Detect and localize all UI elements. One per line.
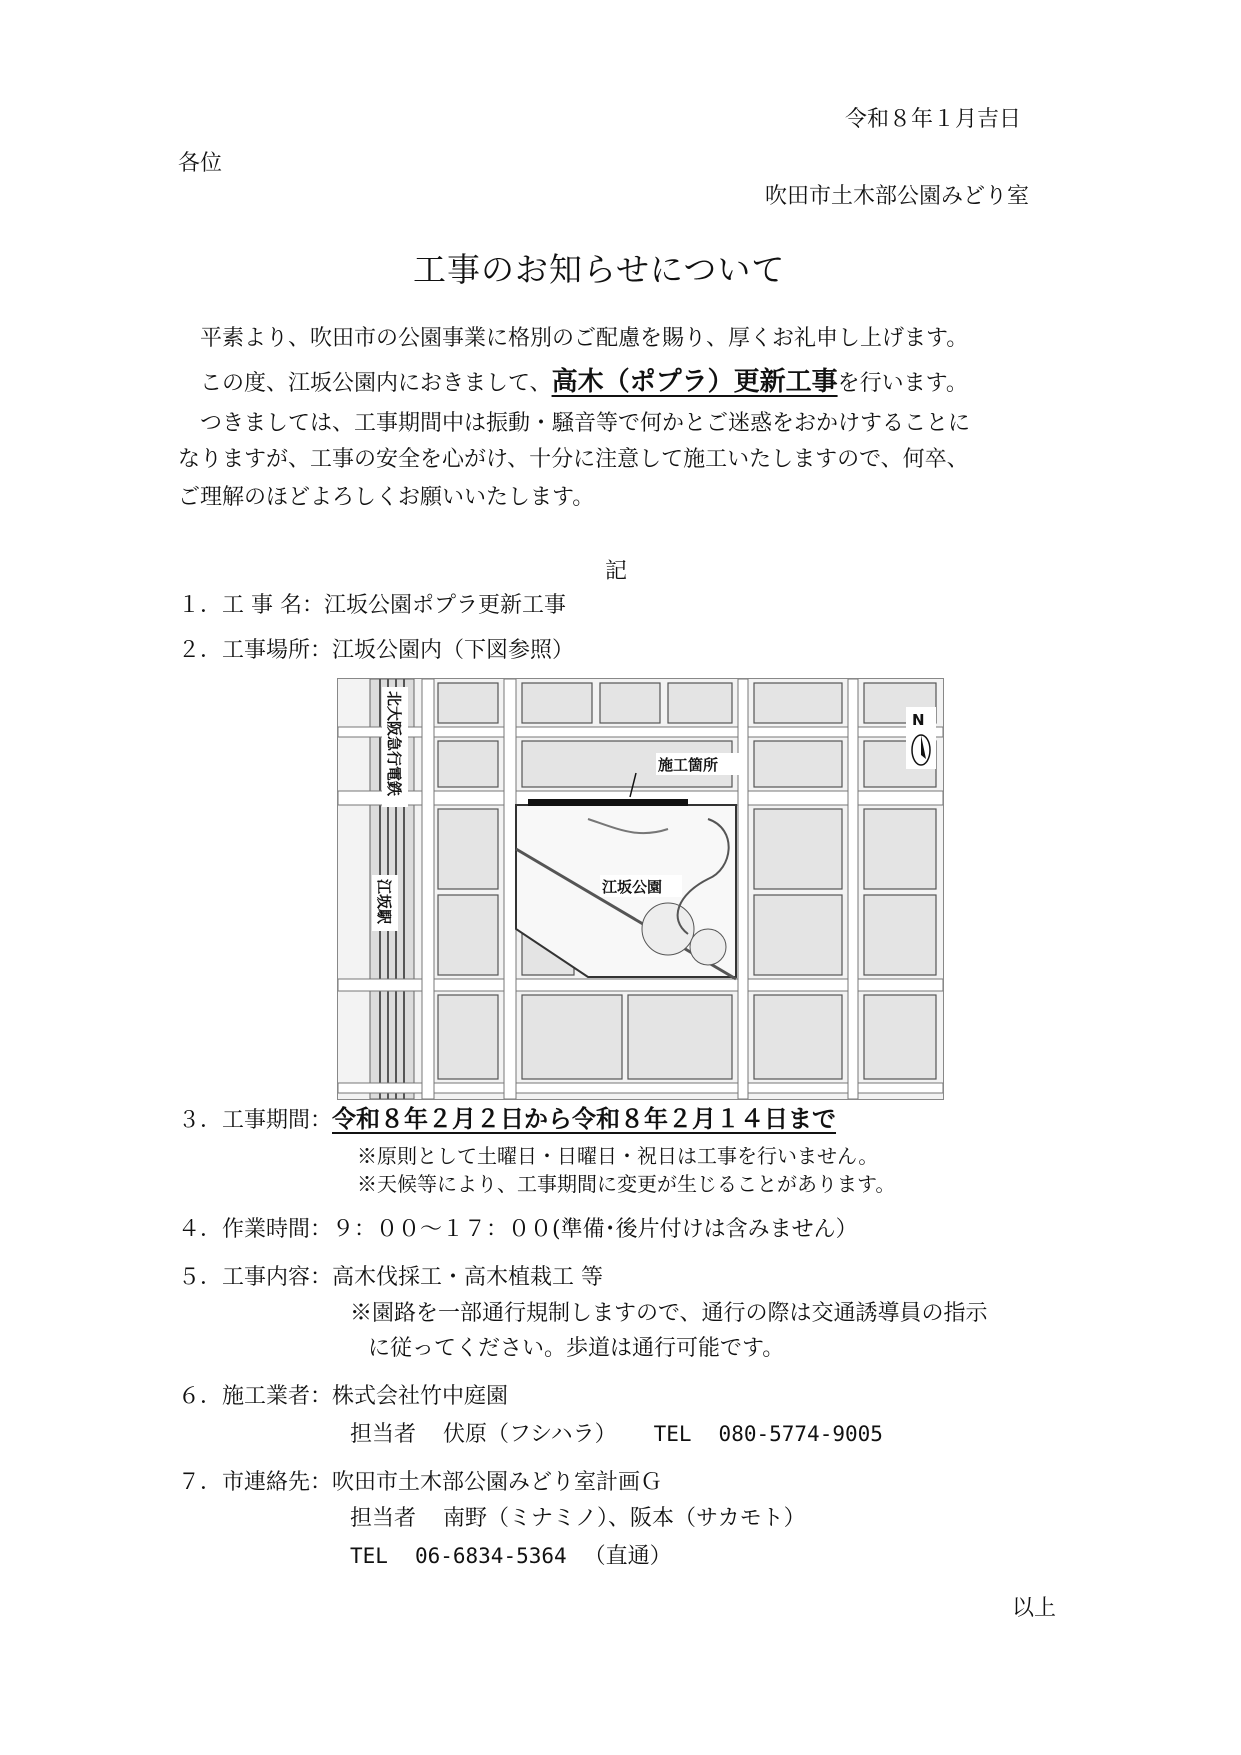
- item-2-value: 江坂公園内（下図参照）: [332, 638, 575, 663]
- item-2: [178, 637, 574, 665]
- item-6-tel-label: TEL: [653, 1422, 692, 1446]
- body-paragraph-1: 平素より、吹田市の公園事業に格別のご配慮を賜り、厚くお礼申し上げます。: [200, 326, 969, 351]
- item-7-tel: 06-6834-5364: [414, 1544, 567, 1568]
- sender: 吹田市土木部公園みどり室: [765, 184, 1030, 209]
- item-5: [178, 1264, 603, 1292]
- item-3: [178, 1105, 836, 1135]
- notice-date: 令和８年１月吉日: [845, 107, 1022, 132]
- construction-site-bar: [528, 799, 688, 806]
- item-7-value: 吹田市土木部公園みどり室計画Ｇ: [332, 1470, 663, 1495]
- recipient: 各位: [178, 151, 223, 176]
- body-paragraph-3-line3: ご理解のほどよろしくお願いいたします。: [178, 485, 595, 510]
- item-1-value: 江坂公園ポプラ更新工事: [324, 593, 567, 618]
- item-5-note-line1: ※園路を一部通行規制しますので、通行の際は交通誘導員の指示: [350, 1301, 988, 1326]
- item-6-contact: [350, 1420, 883, 1449]
- railway-label: 北大阪急行電鉄: [385, 691, 403, 797]
- station-label-group: [372, 875, 398, 931]
- p2-pre: この度、江坂公園内におきまして、: [200, 371, 552, 396]
- item-6-contact-name: 伏原（フシハラ）: [443, 1422, 617, 1447]
- site-label: 施工箇所: [658, 756, 719, 774]
- item-1-label: １．工 事 名：: [178, 593, 324, 618]
- item-6: [178, 1383, 508, 1411]
- item-6-contact-label: 担当者: [350, 1422, 417, 1447]
- item-4-label: ４．作業時間：: [178, 1217, 333, 1242]
- north-arrow-icon: [906, 707, 936, 769]
- item-2-label: ２．工事場所：: [178, 638, 333, 663]
- item-7-tel-label: TEL: [350, 1544, 388, 1568]
- item-4-value: ９：００～１７：００(準備･後片付けは含みません）: [332, 1217, 858, 1242]
- body-paragraph-3-line1: つきましては、工事期間中は振動・騒音等で何かとご迷惑をおかけすることに: [200, 411, 971, 436]
- p2-post: を行います。: [837, 371, 968, 396]
- item-6-tel: 080-5774-9005: [718, 1422, 883, 1446]
- railway-label-group: [382, 687, 408, 807]
- item-5-value: 高木伐採工・高木植栽工 等: [332, 1265, 604, 1290]
- body-paragraph-3-line2: なりますが、工事の安全を心がけ、十分に注意して施工いたしますので、何卒、: [178, 447, 969, 472]
- body-paragraph-2: [200, 368, 968, 398]
- item-7-contact: [350, 1505, 806, 1533]
- station-label: 江坂駅: [375, 879, 393, 925]
- item-7-contact-label: 担当者: [350, 1506, 417, 1531]
- item-7-contact-name: 南野（ミナミノ）、阪本（サカモト）: [443, 1506, 806, 1531]
- item-3-label: ３．工事期間：: [178, 1108, 333, 1133]
- page-title: 工事のお知らせについて: [413, 250, 786, 289]
- item-7-label: ７．市連絡先：: [178, 1470, 333, 1495]
- item-3-note-2: ※天候等により、工事期間に変更が生じることがあります。: [357, 1172, 896, 1196]
- ki-heading: 記: [605, 559, 628, 584]
- work-name-emphasis: 高木（ポプラ）更新工事: [551, 367, 838, 397]
- item-3-note-1: ※原則として土曜日・日曜日・祝日は工事を行いません。: [357, 1144, 879, 1168]
- location-map: [337, 678, 944, 1100]
- item-7: [178, 1469, 662, 1497]
- park-label: 江坂公園: [602, 878, 663, 896]
- item-1: [178, 592, 566, 620]
- item-7-tel-line: [350, 1542, 672, 1571]
- item-5-note-line2: に従ってください。歩道は通行可能です。: [368, 1336, 785, 1361]
- construction-period: 令和８年２月２日から令和８年２月１４日まで: [332, 1104, 837, 1133]
- map-drawing: [338, 679, 943, 1099]
- item-6-label: ６．施工業者：: [178, 1384, 333, 1409]
- item-4: [178, 1216, 858, 1244]
- closing: 以上: [1012, 1596, 1057, 1621]
- north-label: N: [912, 711, 925, 729]
- item-6-value: 株式会社竹中庭園: [332, 1384, 509, 1409]
- item-5-label: ５．工事内容：: [178, 1265, 333, 1290]
- item-7-tel-note: （直通）: [583, 1544, 672, 1569]
